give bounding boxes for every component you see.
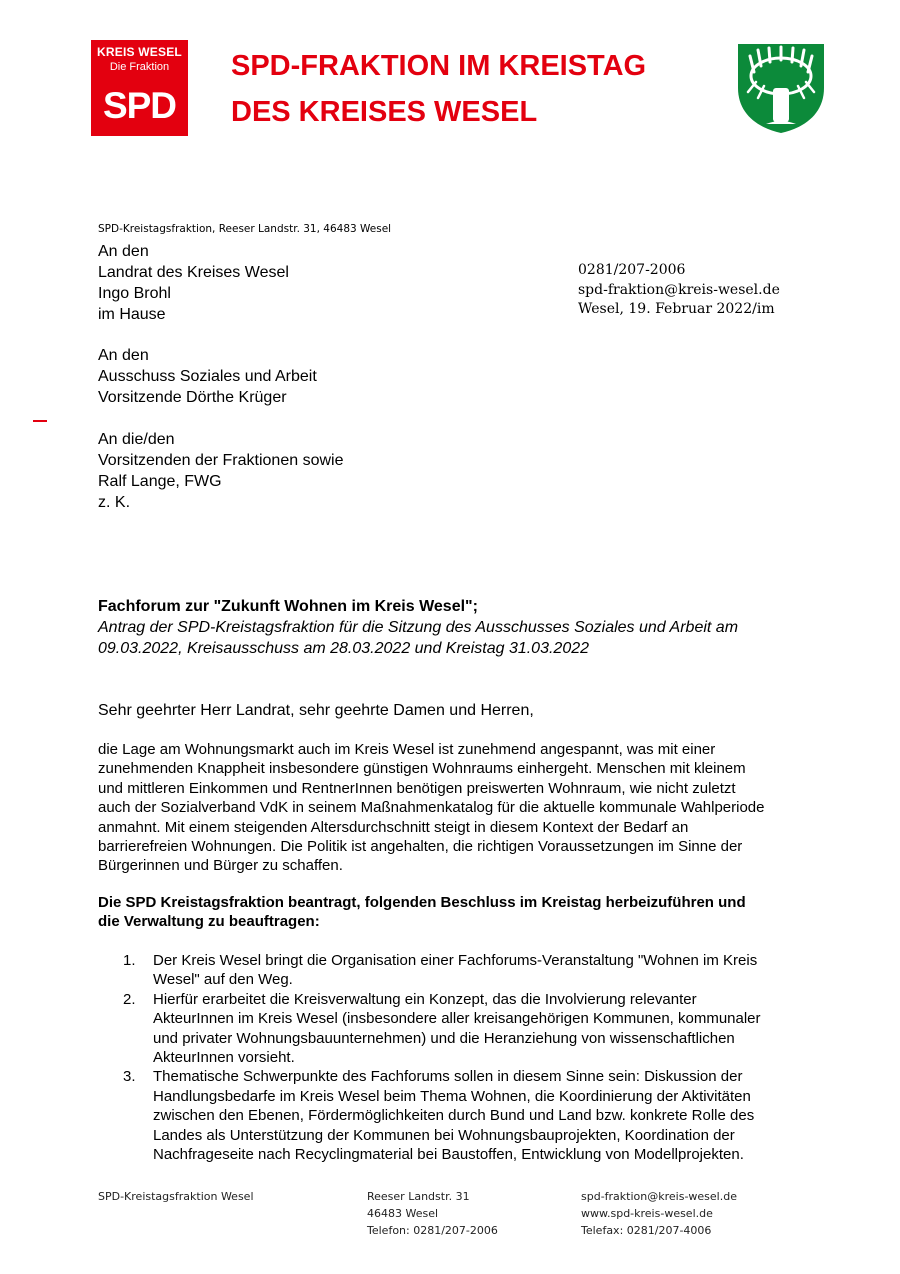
spd-logo — [91, 40, 188, 136]
address-line: Vorsitzenden der Fraktionen sowie — [98, 452, 344, 469]
contact-email[interactable]: spd-fraktion@kreis-wesel.de — [578, 281, 780, 298]
addressee-block-ausschuss — [98, 345, 317, 408]
resolution-list — [98, 951, 838, 1164]
body-line: zunehmenden Knappheit insbesondere günstigen Wohnraums einhergeht. Menschen mit kleinem — [98, 760, 746, 778]
list-item-line: Nachfrageseite nach Recyclingmaterial bei Baustoffen, Entwicklung von Modellprojekten. — [153, 1146, 744, 1164]
list-item-line: und privater Wohnungsbauunternehmen) und die Heranziehung von wissenschaftlichen — [153, 1029, 735, 1047]
address-line: Landrat des Kreises Wesel — [98, 264, 289, 281]
address-line: An den — [98, 243, 149, 260]
motion-line: Die SPD Kreistagsfraktion beantragt, folgenden Beschluss im Kreistag herbeizuführen und — [98, 894, 746, 911]
letter-date: Wesel, 19. Februar 2022/im — [578, 301, 775, 317]
motion-line: die Verwaltung zu beauftragen: — [98, 913, 320, 931]
sender-return-line: SPD-Kreistagsfraktion, Reeser Landstr. 31, 46483 Wesel — [98, 223, 392, 235]
footer-col-contact — [581, 1188, 737, 1239]
body-line: auch der Sozialverband VdK in seinem Maßnahmenkatalog für die aktuelle kommunale Wahlperiode — [98, 799, 765, 817]
subject-title: Fachforum zur "Zukunft Wohnen im Kreis Wesel"; — [98, 598, 478, 615]
body-line: barrierefreien Wohnungen. Die Politik ist angehalten, die richtigen Voraussetzungen im Sinne der — [98, 838, 743, 856]
subject-subtitle-line1: Antrag der SPD-Kreistagsfraktion für die Sitzung des Ausschusses Soziales und Arbeit am — [98, 619, 739, 636]
letterhead-title-line2: DES KREISES WESEL — [231, 96, 538, 128]
list-item-line: Handlungsbedarfe im Kreis Wesel beim Thema Wohnen, die Koordinierung der Aktivitäten — [153, 1087, 751, 1105]
logo-line-kreis-wesel: KREIS WESEL — [97, 45, 182, 59]
list-item-line: AkteurInnen vorsieht. — [153, 1049, 295, 1067]
list-item-line: Hierfür erarbeitet die Kreisverwaltung ein Konzept, das die Involvierung relevanter — [153, 990, 697, 1008]
list-item-number: 2. — [123, 990, 136, 1008]
list-item-number: 1. — [123, 952, 136, 969]
footer-col-address — [367, 1188, 498, 1239]
footer-website[interactable]: www.spd-kreis-wesel.de — [581, 1207, 713, 1220]
address-line: An den — [98, 347, 149, 364]
address-line: Ausschuss Soziales und Arbeit — [98, 368, 317, 385]
body-line: und mittleren Einkommen und RentnerInnen benötigen preiswerten Wohnraum, wie nicht zuletzt — [98, 779, 736, 797]
motion-heading — [98, 893, 838, 932]
list-item — [98, 1067, 838, 1164]
body-line: anmahnt. Mit einem steigenden Altersdurchschnitt steigt in diesem Kontext der Bedarf an — [98, 818, 689, 836]
contact-block — [578, 261, 780, 320]
contact-phone: 0281/207-2006 — [578, 262, 686, 278]
logo-line-die-fraktion: Die Fraktion — [109, 61, 170, 73]
addressee-block-landrat — [98, 241, 289, 325]
list-item — [98, 990, 838, 1068]
list-item-line: Der Kreis Wesel bringt die Organisation einer Fachforums-Veranstaltung "Wohnen im Kreis — [153, 952, 758, 969]
addressee-block-fraktionen — [98, 429, 343, 513]
subject-subtitle-line2: 09.03.2022, Kreisausschuss am 28.03.2022 und Kreistag 31.03.2022 — [98, 640, 590, 657]
address-line: z. K. — [98, 494, 131, 511]
body-line: die Lage am Wohnungsmarkt auch im Kreis Wesel ist zunehmend angespannt, was mit einer — [98, 741, 716, 758]
address-line: im Hause — [98, 306, 166, 323]
list-item-number: 3. — [123, 1068, 136, 1086]
list-item-line: Wesel" auf den Weg. — [153, 971, 293, 989]
list-item-line: zwischen den Ebenen, Fördermöglichkeiten durch Bund und Land bzw. konkrete Rolle des — [153, 1107, 755, 1125]
list-item — [98, 951, 838, 990]
address-line: Ingo Brohl — [98, 285, 171, 302]
footer-col-organization — [98, 1188, 254, 1205]
address-line: An die/den — [98, 431, 175, 448]
list-item-line: Thematische Schwerpunkte des Fachforums sollen in diesem Sinne sein: Diskussion der — [153, 1068, 743, 1086]
fold-mark — [33, 420, 47, 422]
body-paragraph — [98, 740, 843, 876]
wesel-coat-of-arms-icon — [736, 42, 826, 139]
address-line: Ralf Lange, FWG — [98, 473, 222, 490]
address-line: Vorsitzende Dörthe Krüger — [98, 389, 287, 406]
footer-line: 46483 Wesel — [367, 1207, 439, 1220]
logo-line-spd: SPD — [102, 85, 177, 126]
list-item-line: AkteurInnen im Kreis Wesel (insbesondere aller kreisangehörigen Kommunen, kommunaler — [153, 1010, 761, 1028]
salutation: Sehr geehrter Herr Landrat, sehr geehrte Damen und Herren, — [98, 702, 534, 719]
footer-line: Reeser Landstr. 31 — [367, 1190, 470, 1203]
list-item-line: Landes als Unterstützung der Kommunen bei Wohnungsbauprojekten, Koordination der — [153, 1126, 735, 1144]
footer-line: Telefon: 0281/207-2006 — [367, 1224, 498, 1237]
letterhead-title-line1: SPD-FRAKTION IM KREISTAG — [231, 50, 647, 82]
footer-email[interactable]: spd-fraktion@kreis-wesel.de — [581, 1190, 737, 1203]
footer-line: SPD-Kreistagsfraktion Wesel — [98, 1190, 254, 1203]
footer-fax: Telefax: 0281/207-4006 — [581, 1224, 712, 1237]
subject-block — [98, 596, 858, 659]
body-line: Bürgerinnen und Bürger zu schaffen. — [98, 857, 343, 875]
